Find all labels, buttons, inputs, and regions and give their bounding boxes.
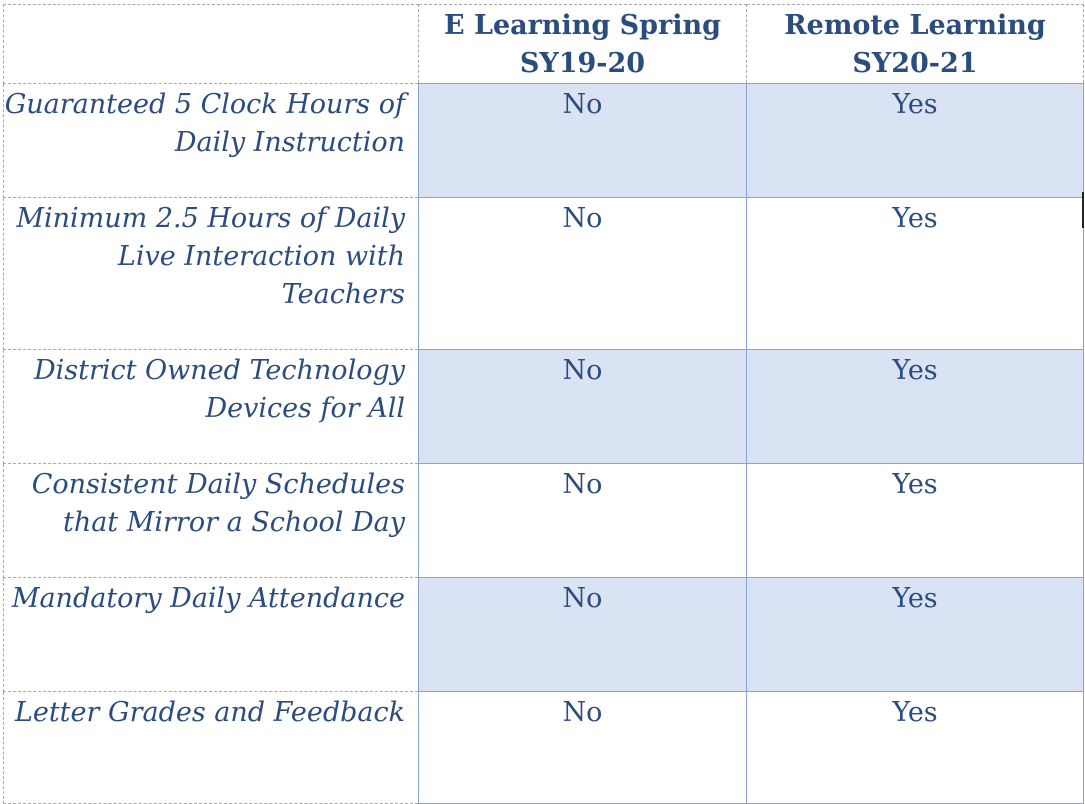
row-label: District Owned Technology Devices for All — [4, 350, 419, 464]
spring-value: No — [419, 84, 747, 198]
remote-value: Yes — [747, 464, 1084, 578]
table-row — [4, 350, 1084, 464]
text-cursor — [1082, 192, 1084, 228]
spring-value: No — [419, 198, 747, 350]
header-remote-learning: Remote Learning SY20-21 — [747, 5, 1084, 84]
row-label: Letter Grades and Feedback — [4, 692, 419, 804]
remote-value: Yes — [747, 692, 1084, 804]
header-row — [4, 5, 1084, 84]
table-row — [4, 464, 1084, 578]
spring-value: No — [419, 578, 747, 692]
row-label: Consistent Daily Schedules that Mirror a School Day — [4, 464, 419, 578]
spring-value: No — [419, 692, 747, 804]
row-label: Guaranteed 5 Clock Hours of Daily Instruction — [4, 84, 419, 198]
spring-value: No — [419, 350, 747, 464]
remote-value: Yes — [747, 578, 1084, 692]
remote-value: Yes — [747, 198, 1084, 350]
table-row — [4, 692, 1084, 804]
remote-value: Yes — [747, 84, 1084, 198]
table-row — [4, 578, 1084, 692]
table-row — [4, 198, 1084, 350]
header-corner-cell — [4, 5, 419, 84]
remote-value: Yes — [747, 350, 1084, 464]
table-row — [4, 84, 1084, 198]
comparison-table — [3, 4, 1084, 804]
spring-value: No — [419, 464, 747, 578]
header-e-learning-spring: E Learning Spring SY19-20 — [419, 5, 747, 84]
row-label: Mandatory Daily Attendance — [4, 578, 419, 692]
row-label: Minimum 2.5 Hours of Daily Live Interaction with Teachers — [4, 198, 419, 350]
